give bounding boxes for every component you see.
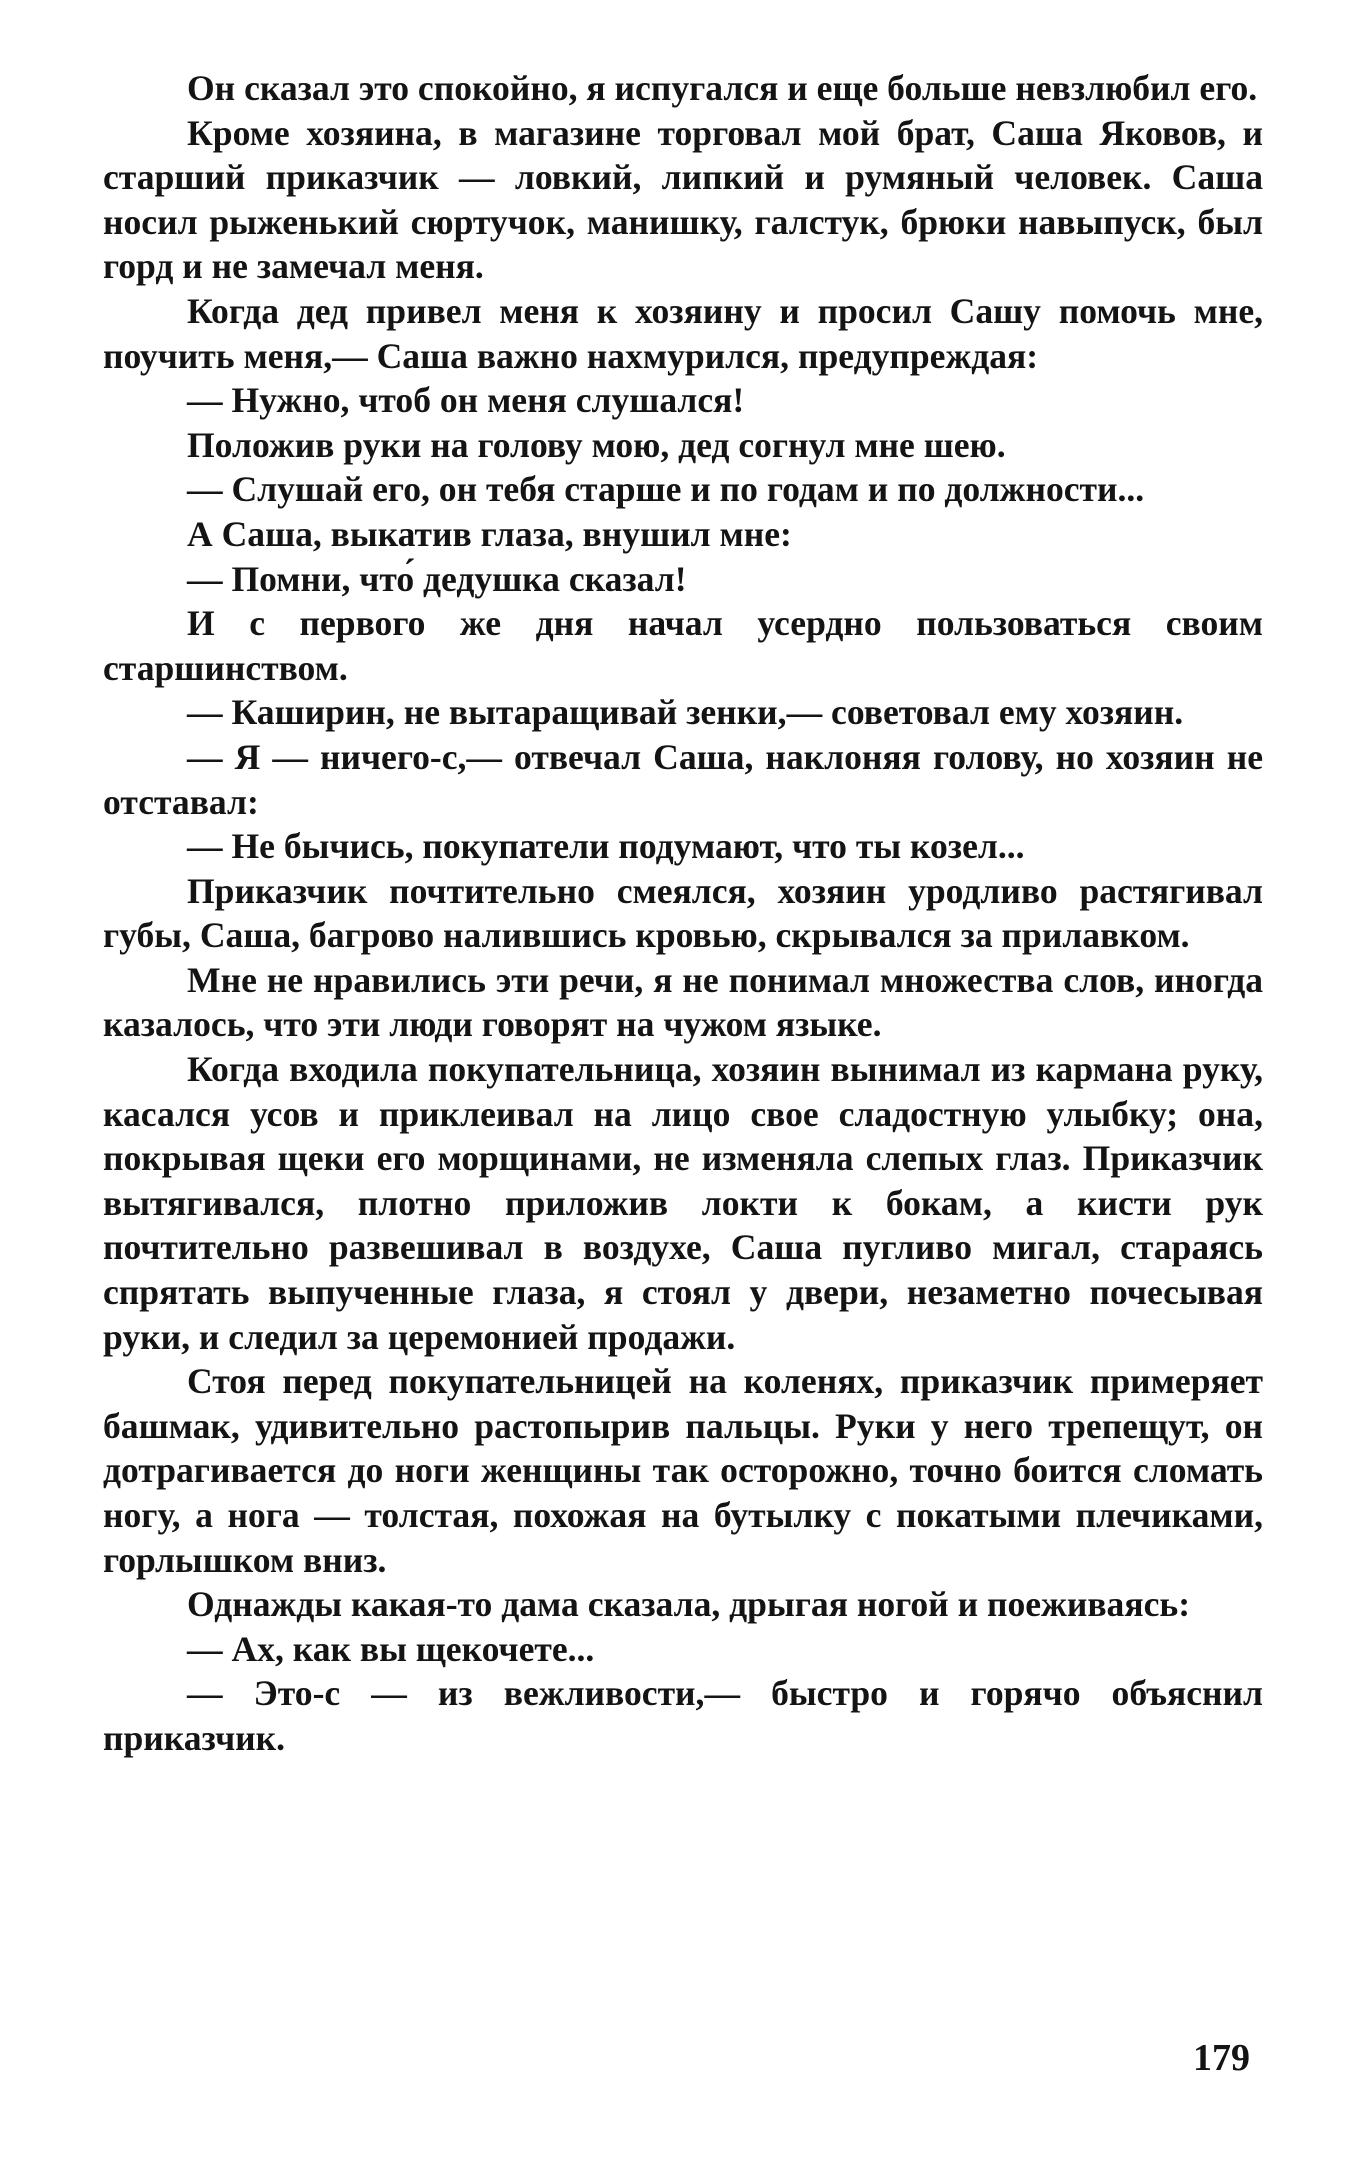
dialogue-line: — Это-с — из вежливости,— быстро и горячо объяснил приказчик. [103,1673,1263,1758]
paragraph: Кроме хозяина, в магазине торговал мой брат, Саша Яковов, и старший приказчик — ловкий, липкий и румяный человек. Саша носил рыженький сюртучок, манишку, галстук, брюки навыпуск, был горд и не замечал меня. [103,112,1263,287]
paragraph: Положив руки на голову мою, дед согнул мне шею. [187,424,1006,465]
dialogue-line: — Нужно, чтоб он меня слушался! [187,380,745,421]
paragraph: Он сказал это спокойно, я испугался и еще больше невзлюбил его. [187,68,1258,108]
page-number: 179 [1193,2037,1250,2079]
paragraph: Мне не нравились эти речи, я не понимал множества слов, иногда казалось, что эти люди говорят на чужом языке. [103,959,1263,1045]
dialogue-line: — Я — ничего-с,— отвечал Саша, наклоняя голову, но хозяин не отставал: [103,736,1263,822]
dialogue-line: — Каширин, не вытаращивай зенки,— советовал ему хозяин. [187,692,1184,733]
paragraph: А Саша, выкатив глаза, внушил мне: [187,513,792,554]
dialogue-line: — Помни, что́ дедушка сказал! [187,558,687,599]
dialogue-line: — Ах, как вы щекочете... [187,1628,595,1669]
paragraph: Когда входила покупательница, хозяин вынимал из кармана руку, касался усов и приклеивал на лицо свое сладостную улыбку; она, покрывая щеки его морщинами, не изменяла слепых глаз. Приказчик вытягивался, плотно приложив локти к бокам, а кисти рук почтительно развешивал в воздухе, Саша пугливо мигал, стараясь спрятать выпученные глаза, я стоял у двери, незаметно почесывая руки, и следил за церемонией продажи. [103,1049,1263,1357]
dialogue-line: — Не бычись, покупатели подумают, что ты козел... [187,826,1025,867]
body-text [103,66,1263,1761]
paragraph: Когда дед привел меня к хозяину и просил Сашу помочь мне, поучить меня,— Саша важно нахмурился, предупреждая: [103,290,1263,376]
dialogue-line: — Слушай его, он тебя старше и по годам и по должности... [187,469,1145,510]
paragraph: Приказчик почтительно смеялся, хозяин уродливо растягивал губы, Саша, багрово налившись кровью, скрывался за прилавком. [103,870,1263,956]
paragraph: Однажды какая-то дама сказала, дрыгая ногой и поеживаясь: [187,1584,1191,1625]
paragraph: Стоя перед покупательницей на коленях, приказчик примеряет башмак, удивительно растопырив пальцы. Руки у него трепещут, он дотрагивается до ноги женщины так осторожно, точно боится сломать ногу, а нога — толстая, похожая на бутылку с покатыми плечиками, горлышком вниз. [103,1361,1263,1580]
paragraph: И с первого же дня начал усердно пользоваться своим старшинством. [103,603,1263,688]
